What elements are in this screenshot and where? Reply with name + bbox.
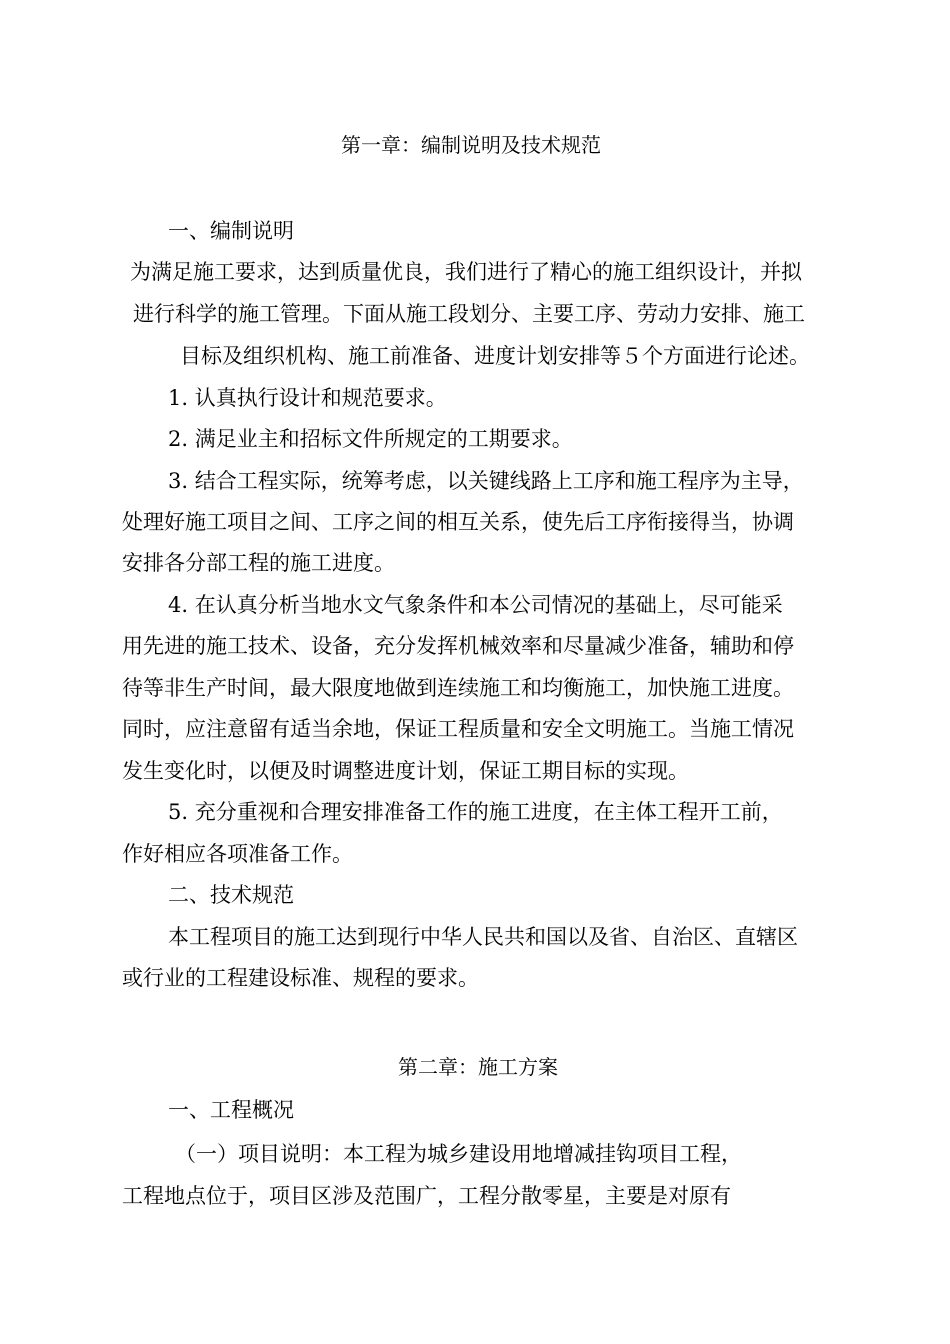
item-3-line-1: 3. 结合工程实际，统筹考虑，以关键线路上工序和施工程序为主导， [168, 469, 804, 493]
section-2-text-line-1: 本工程项目的施工达到现行中华人民共和国以及省、自治区、直辖区 [168, 925, 798, 949]
intro-line-1: 为满足施工要求，达到质量优良，我们进行了精心的施工组织设计，并拟 [130, 260, 802, 284]
item-4-line-5: 发生变化时，以便及时调整进度计划，保证工期目标的实现。 [122, 759, 689, 783]
project-desc-line-1: （一）项目说明：本工程为城乡建设用地增减挂钩项目工程， [175, 1142, 742, 1166]
intro-line-3: 目标及组织机构、施工前准备、进度计划安排等５个方面进行论述。 [180, 344, 810, 368]
section-2-text-line-2: 或行业的工程建设标准、规程的要求。 [122, 966, 479, 990]
project-desc-line-2: 工程地点位于，项目区涉及范围广，工程分散零星，主要是对原有 [122, 1184, 731, 1208]
item-4-line-4: 同时，应注意留有适当余地，保证工程质量和安全文明施工。当施工情况 [122, 717, 794, 741]
item-1: 1. 认真执行设计和规范要求。 [168, 386, 447, 410]
chapter-1-title: 第一章：编制说明及技术规范 [341, 133, 601, 157]
item-4-line-1: 4. 在认真分析当地水文气象条件和本公司情况的基础上，尽可能采 [168, 593, 783, 617]
intro-line-2: 进行科学的施工管理。下面从施工段划分、主要工序、劳动力安排、施工 [133, 302, 805, 326]
item-3-line-3: 安排各分部工程的施工进度。 [122, 551, 395, 575]
chapter-2-section-1-heading: 一、工程概况 [168, 1098, 294, 1122]
section-2-heading: 二、技术规范 [168, 883, 294, 907]
item-5-line-2: 作好相应各项准备工作。 [122, 842, 353, 866]
item-3-line-2: 处理好施工项目之间、工序之间的相互关系，使先后工序衔接得当，协调 [122, 510, 794, 534]
item-2: 2. 满足业主和招标文件所规定的工期要求。 [168, 427, 573, 451]
item-5-line-1: 5. 充分重视和合理安排准备工作的施工进度，在主体工程开工前， [168, 800, 783, 824]
section-1-heading: 一、编制说明 [168, 219, 294, 243]
item-4-line-3: 待等非生产时间，最大限度地做到连续施工和均衡施工，加快施工进度。 [122, 676, 794, 700]
chapter-2-title: 第二章：施工方案 [398, 1055, 558, 1079]
item-4-line-2: 用先进的施工技术、设备，充分发挥机械效率和尽量减少准备，辅助和停 [122, 634, 794, 658]
